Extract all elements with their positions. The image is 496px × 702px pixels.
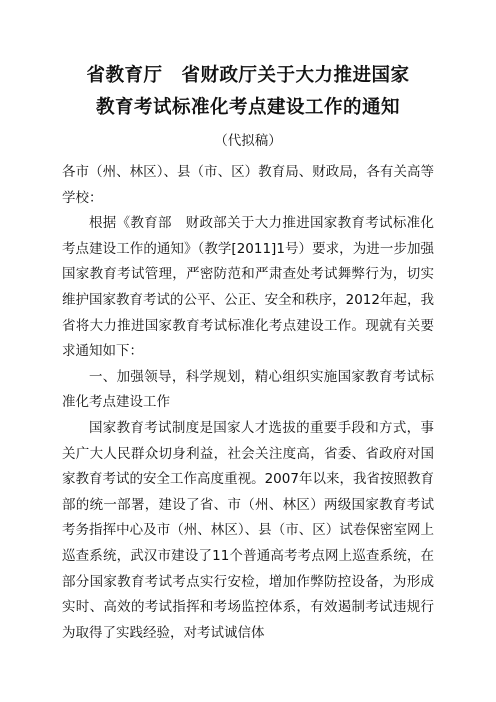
section-heading-1: 一、加强领导，科学规划，精心组织实施国家教育考试标准化考点建设工作 [62,368,434,411]
paragraph-section-1: 国家教育考试制度是国家人才选拔的重要手段和方式，事关广大人民群众切身利益，社会关注度高，省委、省政府对国家教育考试的安全工作高度重视。2007年以来，我省按照教育部的统一部署，建设了省、市（州、林区）两级国家教育考试考务指挥中心及市（州、林区）、县（市、区）试卷保密室网上巡查系统，武汉市建设了11个普通高考考点网上巡查系统，在部分国家教育考试考点实行安检，增加作弊防控设备，为形成实时、高效的考试指挥和考场监控体系，有效遏制考试违规行为取得了实践经验，对考试诚信体 [62,419,434,641]
document-title-line-2: 教育考试标准化考点建设工作的通知 [95,97,400,118]
document-body [62,160,434,646]
salutation: 各市（州、林区）、县（市、区）教育局、财政局，各有关高等学校： [62,164,434,206]
draft-subtitle: （代拟稿） [214,133,282,149]
document-title-line-1: 省教育厅 省财政厅关于大力推进国家 [86,65,410,86]
paragraph-intro: 根据《教育部 财政部关于大力推进国家教育考试标准化考点建设工作的通知》（教学[2011]1号）要求，为进一步加强国家教育考试管理，严密防范和严肃查处考试舞弊行为，切实维护国家教育考试的公平、公正、安全和秩序，2012年起，我省将大力推进国家教育考试标准化考点建设工作。现就有关要求通知如下： [62,215,434,360]
